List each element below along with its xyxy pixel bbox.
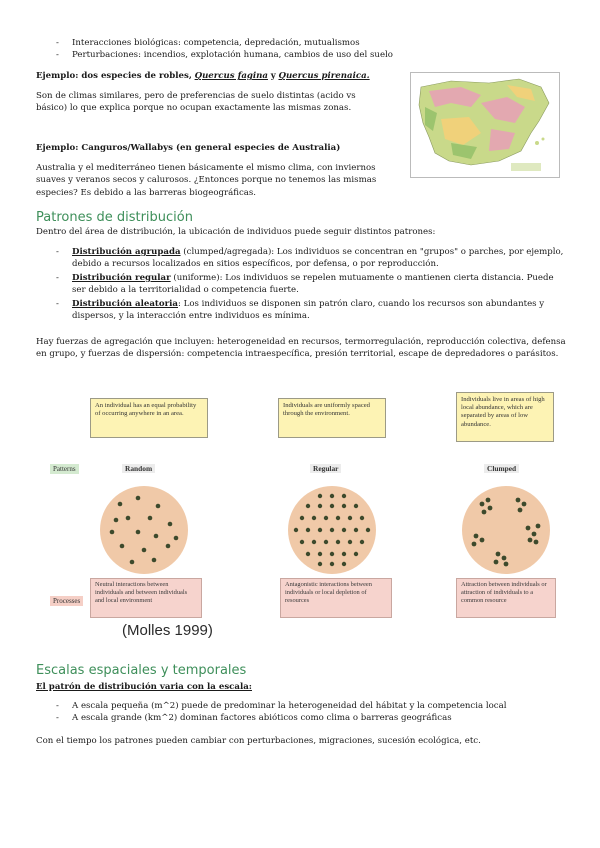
- distribution-figure: [50, 388, 570, 650]
- random-label: Random: [122, 464, 155, 473]
- term-regular: Distribución regular: [72, 272, 171, 283]
- robles-prefix: Ejemplo: dos especies de robles,: [36, 71, 192, 81]
- robles-example-title: [36, 70, 406, 82]
- term-aleatoria: Distribución aleatoria: [72, 298, 178, 309]
- term-agrupada-text: (clumped/agregada): Los individuos se concentran en "grupos" o parches, por ejemplo, debido a recursos localizados en sitios específicos, por defensa, o por reproducción.: [72, 247, 564, 270]
- regular-label: Regular: [310, 464, 341, 473]
- clumped-label: Clumped: [484, 464, 519, 473]
- clumped-process: Attraction between individuals or attraction of individuals to a common resource: [456, 578, 556, 618]
- regular-process: Antagonistic interactions between individuals or local depletion of resources: [280, 578, 392, 618]
- patrones-list: [36, 246, 566, 322]
- term-regular-text: (uniforme): Los individuos se repelen mutuamente o mantienen cierta distancia. Puede ser debido a la territorialidad o competencia fuerte.: [72, 272, 554, 296]
- list-item: - A escala grande (km^2) dominan factores abióticos como clima o barreras geográficas: [36, 712, 566, 724]
- robles-text: Son de climas similares, pero de preferencias de suelo distintas (acido vs básico) lo que explica porque no ocupan exactamente las mismas zonas.: [36, 91, 356, 114]
- clumped-pattern: [460, 484, 552, 576]
- escalas-heading: Escalas espaciales y temporales: [36, 663, 247, 678]
- canguros-text: Australia y el mediterráneo tienen básicamente el mismo clima, con inviernos suaves y veranos secos y calurosos. ¿Entonces porque no tenemos las mismas especies? Es debido a las barreras biogeográficas.: [36, 163, 377, 198]
- processes-label: Processes: [50, 596, 83, 606]
- term-agrupada: Distribución agrupada: [72, 247, 181, 257]
- list-item: - A escala pequeña (m^2) puede de predominar la heterogeneidad del hábitat y la competencia local: [36, 700, 566, 712]
- top-bullet-list: [36, 37, 416, 62]
- list-item: - Interacciones biológicas: competencia, depredación, mutualismos: [36, 37, 416, 49]
- regular-bubble: Individuals are uniformly spaced through the environment.: [278, 398, 386, 438]
- robles-joiner: y: [270, 71, 276, 81]
- iberia-map: [410, 72, 560, 178]
- patrones-intro: Dentro del área de distribución, la ubicación de individuos puede seguir distintos patrones:: [36, 227, 436, 237]
- iberia-map-graphic: [411, 73, 559, 177]
- species-2: Quercus pirenaica.: [278, 71, 370, 81]
- list-item: [36, 272, 566, 297]
- random-bubble: An individual has an equal probability of occurring anywhere in an area.: [90, 398, 208, 438]
- clumped-bubble: Individuals live in areas of high local abundance, which are separated by areas of low abundance.: [456, 392, 554, 442]
- species-1: Quercus fagina: [194, 71, 268, 81]
- escalas-closing: Con el tiempo los patrones pueden cambiar con perturbaciones, migraciones, sucesión ecológica, etc.: [36, 736, 481, 746]
- patrones-heading: Patrones de distribución: [36, 210, 193, 225]
- regular-pattern: [286, 484, 378, 576]
- escalas-subheading: El patrón de distribución varia con la escala:: [36, 682, 252, 692]
- random-process: Neutral interactions between individuals and between individuals and local environment: [90, 578, 202, 618]
- list-item: [36, 298, 566, 323]
- figure-citation: (Molles 1999): [122, 622, 213, 639]
- term-aleatoria-text: : Los individuos se disponen sin patrón claro, cuando los recursos son abundantes y dispersos, y la interacción entre individuos es mínima.: [72, 298, 545, 322]
- list-item: - Perturbaciones: incendios, explotación humana, cambios de uso del suelo: [36, 49, 416, 61]
- random-pattern: [98, 484, 190, 576]
- escalas-list: [36, 700, 566, 725]
- patterns-label: Patterns: [50, 464, 79, 474]
- fuerzas-text: Hay fuerzas de agregación que incluyen: heterogeneidad en recursos, termorregulación, reproducción colectiva, defensa en grupo, y fuerzas de dispersión: competencia intraespecífica, presión territorial, escape de depredadores o parásitos.: [36, 337, 566, 360]
- list-item: [36, 246, 566, 271]
- canguros-title: Ejemplo: Canguros/Wallabys (en general especies de Australia): [36, 143, 341, 153]
